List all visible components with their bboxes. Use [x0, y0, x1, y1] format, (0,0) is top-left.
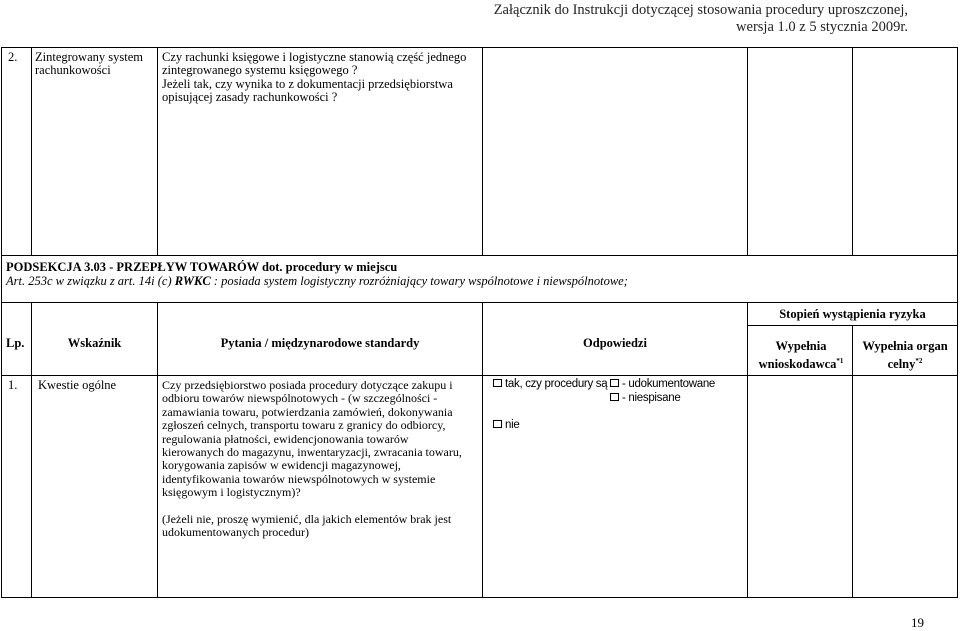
section-title: PODSEKCJA 3.03 - PRZEPŁYW TOWARÓW dot. procedury w miejscu	[6, 260, 398, 274]
article-suffix: : posiada system logistyczny rozróżniający towary wspólnotowe i niewspólnotowe;	[210, 273, 628, 288]
section-heading	[6, 261, 954, 288]
option-unwritten[interactable]	[610, 392, 680, 404]
checkbox-documented-icon[interactable]	[610, 379, 619, 387]
hdr-indicator-cell	[31, 302, 157, 375]
page-number: 19	[911, 615, 924, 630]
option-yes-label: tak, czy procedury są	[505, 378, 608, 390]
article-prefix: Art. 253c w związku z art. 14i (c)	[6, 273, 175, 288]
checkbox-yes-icon[interactable]	[493, 379, 502, 387]
row-note: (Jeżeli nie, proszę wymienić, dla jakich elementów brak jest udokumentowanych procedur)	[162, 511, 452, 540]
checkbox-unwritten-icon[interactable]	[610, 393, 619, 401]
row-applicant-cell[interactable]	[747, 375, 852, 598]
hdr-risk-cell	[747, 302, 958, 325]
hdr-questions-cell	[157, 302, 482, 375]
row-question: Czy przedsiębiorstwo posiada procedury dotyczące zakupu i odbioru towarów niewspólnotowych - (w szczególności - zamawiania towaru, potwierdzania zamówień, dokonywania zgłoszeń celnych, transportu towaru z granicy do odbiorcy, regulowania płatności, ewidencjonowania towarów kierowanych do magazynu, inwentaryzacji, zwracania towaru, korygowania zapisów w ewidencji magazynowej, identyfikowania towarów niewspólnotowych w systemie księgowym i logistycznym)?	[162, 378, 462, 500]
option-no-label: nie	[505, 419, 520, 431]
applicant-label: Wypełnia wnioskodawca	[758, 339, 837, 372]
hdr-customs-cell	[852, 325, 958, 375]
option-yes[interactable]	[493, 378, 607, 390]
top-num-cell	[1, 47, 31, 255]
column-header-questions: Pytania / międzynarodowe standardy	[220, 336, 420, 350]
top-customs-cell	[852, 47, 958, 255]
row-num-cell	[1, 375, 31, 598]
document-header	[494, 2, 908, 36]
top-row-number: 2.	[8, 50, 18, 64]
option-unwritten-label: - niespisane	[622, 392, 681, 404]
hdr-lp-cell	[1, 302, 31, 375]
row-number: 1.	[8, 378, 18, 392]
row-indicator-cell	[31, 375, 157, 598]
top-indicator-cell	[31, 47, 157, 255]
header-line-2: wersja 1.0 z 5 stycznia 2009r.	[736, 19, 908, 35]
customs-footnote: *2	[915, 357, 923, 365]
row-question-cell	[157, 375, 482, 598]
top-applicant-cell	[747, 47, 852, 255]
checkbox-no-icon[interactable]	[493, 420, 502, 428]
column-header-applicant	[752, 339, 850, 372]
column-header-answers: Odpowiedzi	[583, 336, 647, 350]
top-answer-cell	[482, 47, 747, 255]
hdr-answers-cell	[482, 302, 747, 375]
column-header-risk: Stopień wystąpienia ryzyka	[779, 307, 926, 321]
hdr-applicant-cell	[747, 325, 852, 375]
row-answer-cell	[482, 375, 747, 598]
option-no[interactable]	[493, 419, 519, 431]
top-question-cell	[157, 47, 482, 255]
row-customs-cell[interactable]	[852, 375, 958, 598]
top-indicator: Zintegrowany system rachunkowości	[35, 50, 143, 78]
column-header-indicator: Wskaźnik	[67, 336, 122, 350]
option-documented[interactable]	[610, 378, 715, 390]
customs-label: Wypełnia organ celny	[862, 339, 948, 372]
option-documented-label: - udokumentowane	[622, 378, 716, 390]
row-indicator: Kwestie ogólne	[38, 378, 117, 392]
header-line-1: Załącznik do Instrukcji dotyczącej stosowania procedury uproszczonej,	[493, 2, 908, 18]
applicant-footnote: *1	[836, 357, 844, 365]
top-question-2: Jeżeli tak, czy wynika to z dokumentacji przedsiębiorstwa opisującej zasady rachunkowości ?	[162, 76, 453, 105]
column-header-customs	[855, 339, 955, 372]
section-article	[6, 275, 954, 289]
column-header-lp: Lp.	[6, 336, 25, 350]
top-question-1: Czy rachunki księgowe i logistyczne stanowią część jednego zintegrowanego systemu księgowego ?	[162, 50, 467, 78]
article-code: RWKC	[174, 273, 211, 288]
